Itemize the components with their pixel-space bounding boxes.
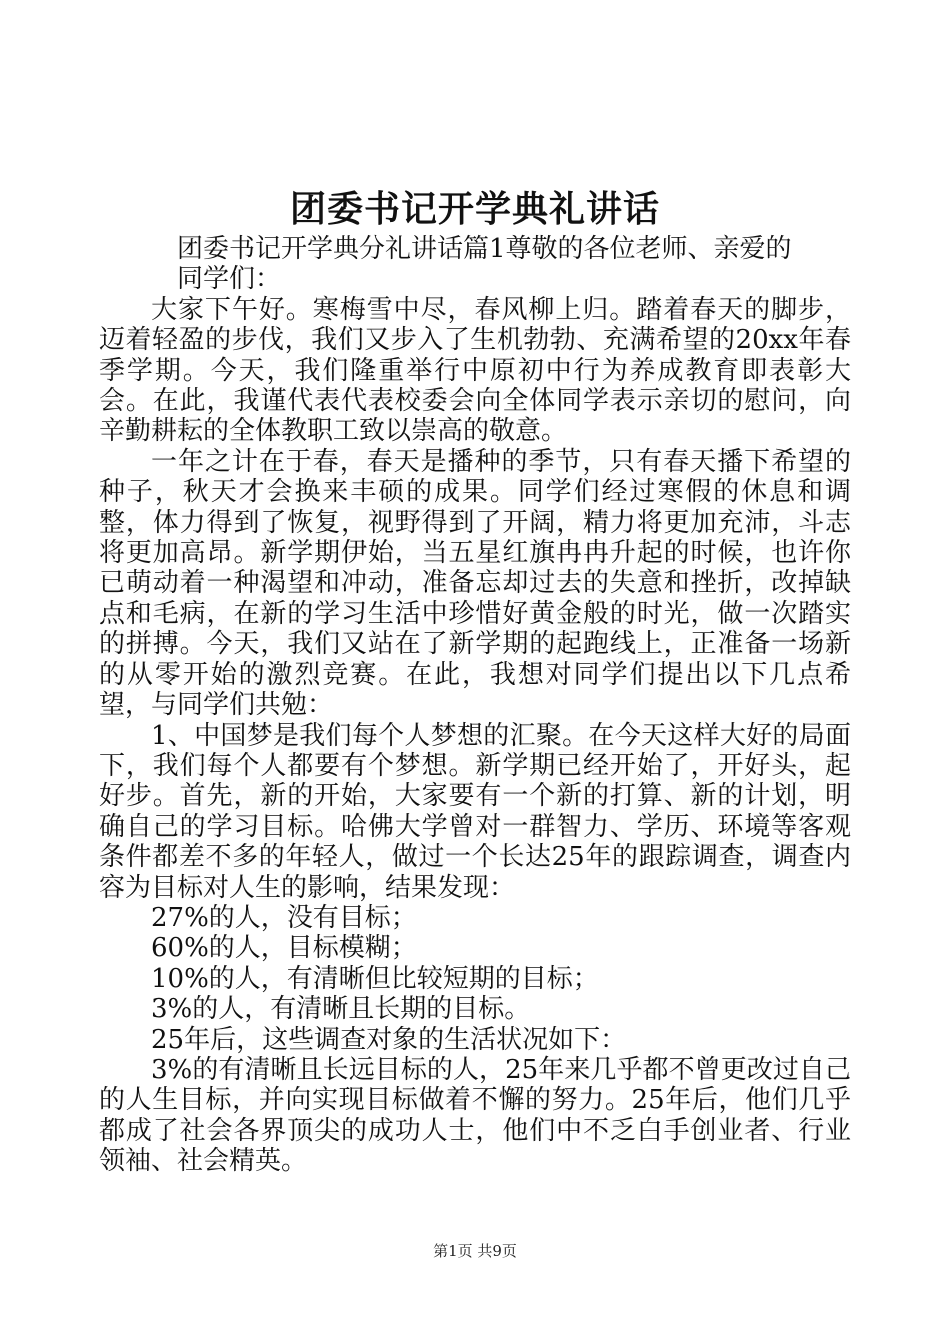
list-item-no-goal: 27%的人，没有目标； <box>151 902 417 933</box>
paragraph-3-percent: 3%的有清晰且长远目标的人，25年来几乎都不曾更改过自己的人生目标，并向实现目标做着不懈的努力。25年后，他们几乎都成了社会各界顶尖的成功人士，他们中不乏白手创业者、行业领袖、社会精英。 <box>99 1054 851 1177</box>
page-number: 第1页 共9页 <box>433 1242 517 1260</box>
document-title: 团委书记开学典礼讲话 <box>289 188 660 230</box>
paragraph-chinese-dream: 1、中国梦是我们每个人梦想的汇聚。在今天这样大好的局面下，我们每个人都要有个梦想。新学期已经开始了，开好头，起好步。首先，新的开始，大家要有一个新的打算、新的计划，明确自己的学习目标。哈佛大学曾对一群智力、学历、环境等客观条件都差不多的年轻人，做过一个长达25年的跟踪调查，调查内容为目标对人生的影响，结果发现： <box>99 720 851 903</box>
list-item-vague-goal: 60%的人，目标模糊； <box>151 933 417 964</box>
paragraph-opening: 大家下午好。寒梅雪中尽，春风柳上归。踏着春天的脚步，迈着轻盈的步伐，我们又步入了生机勃勃、充满希望的20xx年春季学期。今天，我们隆重举行中原初中行为养成教育即表彰大会。在此，我谨代表代表校委会向全体同学表示亲切的慰问，向辛勤耕耘的全体教职工致以崇高的敬意。 <box>99 294 851 447</box>
paragraph-25-years-later: 25年后，这些调查对象的生活状况如下： <box>151 1024 627 1055</box>
paragraph-greeting: 团委书记开学典分礼讲话篇1尊敬的各位老师、亲爱的同学们： <box>177 234 792 295</box>
paragraph-spring: 一年之计在于春，春天是播种的季节，只有春天播下希望的种子，秋天才会换来丰硕的成果。同学们经过寒假的休息和调整，体力得到了恢复，视野得到了开阔，精力将更加充沛，斗志将更加高昂。新学期伊始，当五星红旗冉冉升起的时候，也许你已萌动着一种渴望和冲动，准备忘却过去的失意和挫折，改掉缺点和毛病，在新的学习生活中珍惜好黄金般的时光，做一次踏实的拼搏。今天，我们又站在了新学期的起跑线上，正准备一场新的从零开始的激烈竞赛。在此，我想对同学们提出以下几点希望，与同学们共勉： <box>99 446 851 721</box>
list-item-short-goal: 10%的人，有清晰但比较短期的目标； <box>151 963 599 994</box>
list-item-long-goal: 3%的人，有清晰且长期的目标。 <box>151 994 531 1025</box>
document-body <box>99 234 851 1177</box>
